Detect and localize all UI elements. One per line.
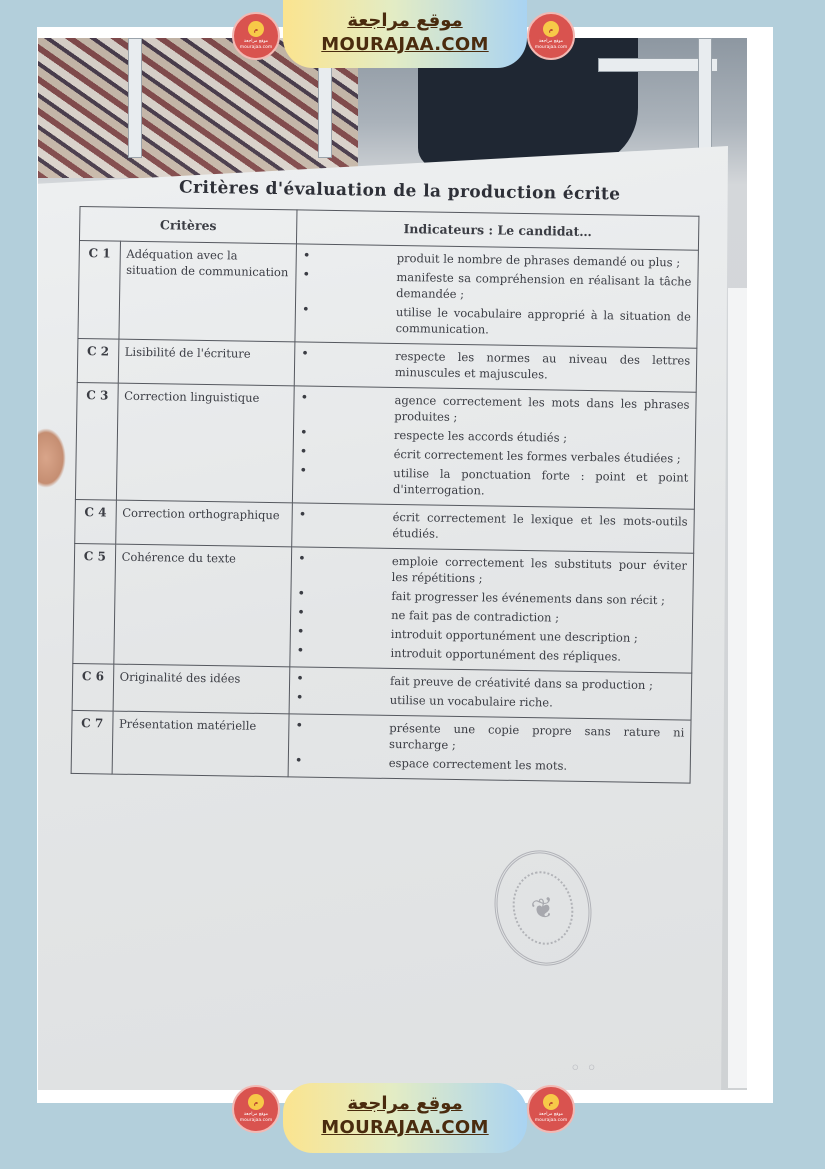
table-row xyxy=(78,240,698,348)
indicator-text: respecte les accords étudiés ; xyxy=(393,427,568,445)
bullet-icon: • xyxy=(300,390,309,406)
criteria-table xyxy=(71,206,700,784)
logo-badge: م xyxy=(248,1094,264,1110)
indicator-item xyxy=(302,268,691,306)
indicator-text: espace correctement les mots. xyxy=(388,755,568,773)
indicator-text: écrit correctement les formes verbales étudiées ; xyxy=(393,446,681,466)
indicator-item xyxy=(297,624,686,646)
criterion-code: C 1 xyxy=(78,240,120,339)
indicator-item xyxy=(300,444,689,466)
bullet-icon: • xyxy=(301,346,310,362)
criterion-name: Adéquation avec la situation de communication xyxy=(119,241,297,342)
bullet-icon: • xyxy=(302,267,311,283)
criterion-code: C 3 xyxy=(75,382,117,500)
table-row xyxy=(71,710,691,783)
header-criteria: Critères xyxy=(79,207,297,244)
bullet-icon: • xyxy=(294,753,303,769)
indicator-list xyxy=(289,667,692,720)
indicator-list xyxy=(294,342,697,392)
criterion-code: C 5 xyxy=(73,543,115,664)
logo-caption: موقع مراجعة mourajaa.com xyxy=(534,39,568,50)
bullet-icon: • xyxy=(296,643,305,659)
indicator-text: emploie correctement les substituts pour éviter les répétitions ; xyxy=(391,553,688,586)
indicator-text: produit le nombre de phrases demandé ou plus ; xyxy=(396,250,681,270)
indicator-item xyxy=(299,463,688,501)
banner-arabic-title: موقع مراجعة xyxy=(347,1093,463,1114)
indicator-list xyxy=(292,503,695,553)
criterion-name: Cohérence du texte xyxy=(113,544,291,667)
bullet-icon: • xyxy=(298,507,307,523)
indicator-item xyxy=(303,249,692,271)
indicator-text: respecte les normes au niveau des lettres minuscules et majuscules. xyxy=(394,348,691,382)
banner-site-name: MOURAJAA.COM xyxy=(321,1117,489,1138)
indicator-text: utilise un vocabulaire riche. xyxy=(389,692,553,710)
bullet-icon: • xyxy=(301,302,310,318)
indicator-item xyxy=(297,586,686,608)
indicator-item xyxy=(300,425,689,447)
banner-site-name: MOURAJAA.COM xyxy=(321,34,489,55)
bullet-icon: • xyxy=(297,551,306,567)
logo-badge: م xyxy=(543,1094,559,1110)
indicator-item xyxy=(302,303,691,341)
bullet-icon: • xyxy=(296,671,304,687)
indicator-item xyxy=(296,690,685,712)
bullet-icon: • xyxy=(299,463,308,479)
indicator-text: introduit opportunément des répliques. xyxy=(390,645,622,664)
indicator-text: utilise la ponctuation forte : point et point d'interrogation. xyxy=(393,465,689,498)
criterion-code: C 4 xyxy=(75,499,116,544)
criterion-code: C 7 xyxy=(71,710,113,774)
logo-badge: م xyxy=(543,21,559,37)
indicator-text: agence correctement les mots dans les phrases produites ; xyxy=(394,392,690,424)
criterion-name: Correction linguistique xyxy=(116,383,294,503)
bullet-icon: • xyxy=(295,718,304,734)
indicator-list xyxy=(290,547,694,673)
chair-leg xyxy=(128,38,142,158)
indicator-list xyxy=(295,244,698,348)
indicator-item xyxy=(301,346,690,384)
indicator-text: présente une copie propre sans rature ni surcharge ; xyxy=(389,720,685,752)
bullet-icon: • xyxy=(297,605,305,621)
logo-caption: موقع مراجعة mourajaa.com xyxy=(239,39,273,50)
logo-badge: م xyxy=(248,21,264,37)
logo-caption: موقع مراجعة mourajaa.com xyxy=(239,1112,273,1123)
site-banner-bottom[interactable] xyxy=(283,1083,527,1153)
indicator-text: manifeste sa compréhension en réalisant la tâche demandée ; xyxy=(396,269,692,302)
document-title: Critères d'évaluation de la production écrite xyxy=(178,177,621,205)
thumb xyxy=(38,428,66,488)
site-banner-top[interactable] xyxy=(283,0,527,68)
indicator-text: ne fait pas de contradiction ; xyxy=(391,607,560,625)
bullet-icon: • xyxy=(299,444,308,460)
site-logo-icon xyxy=(232,12,280,60)
table-row xyxy=(75,382,696,509)
indicator-item xyxy=(297,605,686,627)
side-paper xyxy=(728,288,747,1088)
table-body xyxy=(71,240,698,783)
stamp-inner-ring: ❦ xyxy=(506,866,580,951)
indicator-text: fait progresser les événements dans son récit ; xyxy=(391,588,666,608)
indicator-item xyxy=(295,718,684,756)
banner-arabic-title: موقع مراجعة xyxy=(347,10,463,31)
site-logo-icon xyxy=(232,1085,280,1133)
bullet-icon: • xyxy=(302,248,311,264)
indicator-item xyxy=(298,551,687,589)
header-indicators: Indicateurs : Le candidat… xyxy=(296,210,698,250)
indicator-item xyxy=(298,507,687,545)
indicator-text: écrit correctement le lexique et les mots-outils étudiés. xyxy=(392,509,688,541)
indicator-item xyxy=(296,643,685,665)
bullet-icon: • xyxy=(299,425,308,441)
indicator-item xyxy=(296,671,685,693)
indicator-list xyxy=(288,714,691,783)
site-logo-icon xyxy=(527,1085,575,1133)
criterion-name: Originalité des idées xyxy=(113,664,290,714)
indicator-item xyxy=(300,390,689,428)
criterion-code: C 2 xyxy=(77,338,118,383)
logo-caption: موقع مراجعة mourajaa.com xyxy=(534,1112,568,1123)
bullet-icon: • xyxy=(297,586,306,602)
indicator-list xyxy=(292,386,696,509)
criterion-name: Présentation matérielle xyxy=(112,711,289,777)
criterion-code: C 6 xyxy=(72,663,113,711)
bullet-icon: • xyxy=(295,690,304,706)
indicator-text: introduit opportunément une description ; xyxy=(390,626,638,645)
site-logo-icon xyxy=(527,12,575,60)
indicator-item xyxy=(295,753,684,775)
indicator-text: utilise le vocabulaire approprié à la situation de communication. xyxy=(395,304,691,337)
page-mark: ◦ ◦ xyxy=(570,1058,597,1079)
criterion-name: Lisibilité de l'écriture xyxy=(118,339,295,386)
bullet-icon: • xyxy=(296,624,305,640)
indicator-text: fait preuve de créativité dans sa production ; xyxy=(389,673,654,693)
criterion-name: Correction orthographique xyxy=(115,500,292,547)
table-row xyxy=(73,543,694,673)
evaluation-sheet xyxy=(71,176,700,784)
